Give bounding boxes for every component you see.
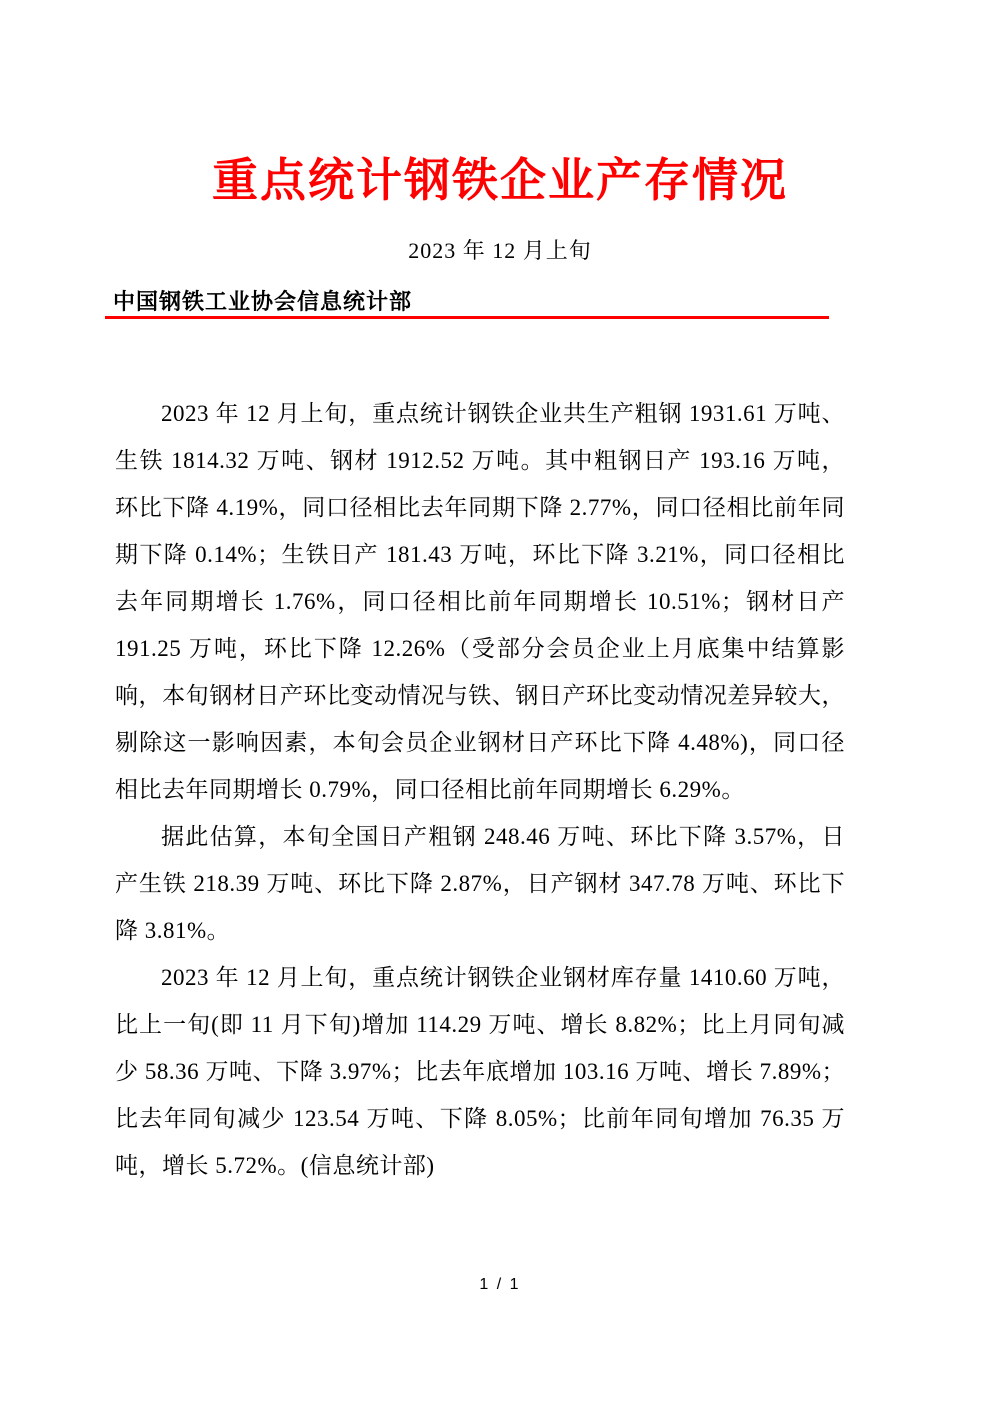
page-number: 1 / 1	[479, 1276, 521, 1293]
paragraph-inventory: 2023 年 12 月上旬，重点统计钢铁企业钢材库存量 1410.60 万吨，比上一旬(即 11 月下旬)增加 114.29 万吨、增长 8.82%；比上月同旬减少 58.36 万吨、下降 3.97%；比去年底增加 103.16 万吨、增长 7.89%；比去年同旬减少 123.54 万吨、下降 8.05%；比前年同旬增加 76.35 万吨，增长 5.72%。(信息统计部)	[115, 965, 845, 1178]
document-body	[115, 390, 845, 1189]
department-line: 中国钢铁工业协会信息统计部	[113, 289, 413, 314]
paragraph-national-estimate: 据此估算，本旬全国日产粗钢 248.46 万吨、环比下降 3.57%，日产生铁 218.39 万吨、环比下降 2.87%，日产钢材 347.78 万吨、环比下降 3.81%。	[115, 824, 845, 943]
document-subtitle: 2023 年 12 月上旬	[408, 238, 592, 263]
red-divider-rule	[105, 316, 829, 319]
document-title: 重点统计钢铁企业产存情况	[212, 154, 788, 206]
paragraph-production: 2023 年 12 月上旬，重点统计钢铁企业共生产粗钢 1931.61 万吨、生铁 1814.32 万吨、钢材 1912.52 万吨。其中粗钢日产 193.16 万吨，环比下降 4.19%，同口径相比去年同期下降 2.77%，同口径相比前年同期下降 0.14%；生铁日产 181.43 万吨，环比下降 3.21%，同口径相比去年同期增长 1.76%，同口径相比前年同期增长 10.51%；钢材日产 191.25 万吨，环比下降 12.26%（受部分会员企业上月底集中结算影响，本旬钢材日产环比变动情况与铁、钢日产环比变动情况差异较大，剔除这一影响因素，本旬会员企业钢材日产环比下降 4.48%)，同口径相比去年同期增长 0.79%，同口径相比前年同期增长 6.29%。	[115, 401, 845, 802]
